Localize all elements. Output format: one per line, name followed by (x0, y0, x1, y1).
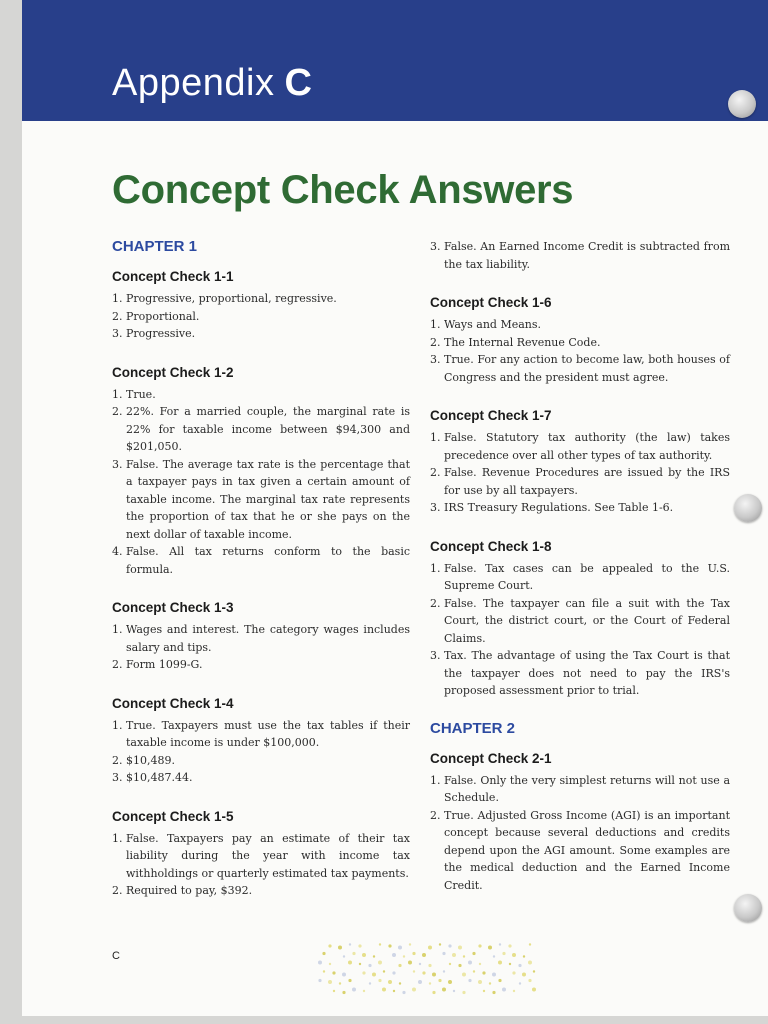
decorative-dot (509, 963, 511, 965)
decorative-dot (383, 970, 385, 972)
concept-check-heading: Concept Check 2-1 (430, 750, 552, 766)
answer-text: Tax. The advantage of using the Tax Court is that the taxpayer does not need to pay the IRS's proposed assessment prior to trial. (444, 649, 730, 697)
answer-number: 1. (112, 292, 123, 305)
answer-text: False. Revenue Procedures are issued by the IRS for use by all taxpayers. (444, 466, 730, 497)
decorative-dot (468, 979, 471, 982)
decorative-dot (429, 982, 431, 984)
binder-hole-middle (734, 494, 762, 522)
decorative-dot (432, 973, 436, 977)
decorative-dot (439, 943, 441, 945)
answer-text: $10,489. (126, 753, 175, 767)
answer-item (430, 560, 730, 595)
answer-number: 2. (112, 309, 123, 323)
answer-number: 2. (112, 884, 123, 897)
decorative-dot (498, 979, 501, 982)
decorative-dot (462, 991, 465, 994)
answer-list (112, 290, 410, 343)
answer-list (112, 386, 410, 579)
decorative-dot (408, 961, 412, 965)
decorative-dot (452, 953, 456, 957)
decorative-dot (529, 943, 531, 945)
answer-item (430, 351, 730, 386)
decorative-dot (373, 955, 375, 957)
decorative-dot (339, 982, 341, 984)
chapter-heading: CHAPTER 1 (112, 238, 198, 255)
decorative-dot (323, 970, 325, 972)
answer-text: False. Only the very simplest returns will not use a Schedule. (444, 773, 730, 804)
concept-check-heading: Concept Check 1-4 (112, 695, 234, 711)
decorative-dot (403, 955, 405, 957)
right-column (430, 238, 730, 894)
answer-number: 4. (112, 545, 123, 558)
answer-number: 1. (112, 387, 123, 401)
decorative-dot (422, 953, 426, 957)
decorative-dot (409, 943, 411, 945)
decorative-dot (442, 988, 446, 992)
decorative-dot (343, 955, 345, 957)
decorative-dot (422, 971, 425, 974)
decorative-dot (333, 990, 335, 992)
answer-text: True. For any action to become law, both houses of Congress and the president must agree. (444, 353, 730, 384)
decorative-dot (378, 979, 381, 982)
answer-list (430, 316, 730, 386)
decorative-dot (512, 971, 515, 974)
decorative-dot (418, 980, 422, 984)
answer-number: 1. (430, 431, 441, 444)
decorative-dot (382, 988, 386, 992)
answer-number: 3. (430, 649, 441, 662)
answer-text: $10,487.44. (126, 771, 193, 784)
decorative-dot (519, 982, 521, 984)
answer-list (112, 621, 410, 674)
answer-text: Progressive. (126, 327, 196, 340)
decorative-dot (532, 988, 536, 992)
decorative-dot (363, 990, 365, 992)
answer-number: 1. (430, 318, 441, 331)
binder-hole-top (728, 90, 756, 118)
answer-item (112, 882, 410, 900)
answer-text: Proportional. (126, 309, 200, 323)
decorative-dot (428, 964, 431, 967)
decorative-dot (499, 943, 501, 945)
answer-number: 3. (112, 457, 123, 471)
answer-item (112, 752, 410, 770)
concept-check-heading: Concept Check 1-3 (112, 600, 234, 615)
decorative-dot (322, 952, 325, 955)
decorative-dot (478, 944, 481, 947)
answer-list (430, 772, 730, 895)
answer-number: 1. (112, 718, 123, 732)
answer-text: False. An Earned Income Credit is subtracted from the tax liability. (444, 240, 730, 271)
decorative-dot (369, 982, 371, 984)
decorative-dot (493, 955, 495, 957)
decorative-dot (489, 982, 491, 984)
decorative-dot (349, 943, 351, 945)
answer-list (430, 238, 730, 273)
decorative-dot (372, 973, 376, 977)
answer-number: 3. (430, 353, 441, 366)
decorative-dot (502, 988, 506, 992)
answer-text: Progressive, proportional, regressive. (126, 292, 337, 305)
appendix-prefix: Appendix (112, 62, 275, 104)
decorative-dot (358, 944, 361, 947)
decorative-dot (438, 979, 441, 982)
concept-check-heading: Concept Check 1-2 (112, 364, 234, 380)
decorative-dot (419, 963, 421, 965)
decorative-dot (332, 971, 335, 974)
answer-number: 1. (112, 831, 123, 845)
decorative-dot (348, 961, 352, 965)
decorative-dot (528, 961, 532, 965)
decorative-dot (512, 953, 516, 957)
answer-text: Ways and Means. (444, 318, 542, 331)
answer-list (430, 560, 730, 700)
answer-text: False. Tax cases can be appealed to the U.S. Supreme Court. (444, 561, 730, 592)
decorative-dot (533, 970, 535, 972)
decorative-dot (398, 964, 401, 967)
decorative-dot (462, 973, 466, 977)
decorative-dot (458, 946, 462, 950)
decorative-dot (492, 973, 496, 977)
answer-list (112, 830, 410, 900)
answer-number: 1. (112, 623, 123, 636)
answer-text: False. All tax returns conform to the basic formula. (126, 545, 410, 576)
answer-item (112, 403, 410, 456)
concept-check-heading: Concept Check 1-6 (430, 295, 552, 310)
decorative-dot (528, 979, 531, 982)
answer-item (112, 386, 410, 404)
answer-list (430, 429, 730, 517)
answer-item (430, 464, 730, 499)
decorative-dot (483, 990, 485, 992)
answer-item (430, 334, 730, 352)
answer-number: 2. (112, 405, 123, 418)
answer-text: Required to pay, $392. (126, 884, 253, 897)
decorative-dot (463, 955, 465, 957)
decorative-dot (392, 953, 396, 957)
answer-text: Wages and interest. The category wages includes salary and tips. (126, 623, 410, 654)
decorative-dot-pattern (312, 940, 542, 1000)
decorative-dot (443, 970, 445, 972)
decorative-dot (338, 946, 342, 950)
decorative-dot (432, 991, 435, 994)
answer-item (112, 325, 410, 343)
decorative-dot (518, 964, 521, 967)
answer-text: IRS Treasury Regulations. See Table 1-6. (444, 501, 674, 514)
decorative-dot (352, 988, 356, 992)
decorative-dot (482, 971, 485, 974)
answer-text: True. Taxpayers must use the tax tables if their taxable income is under $100,000. (126, 718, 410, 749)
answer-item (112, 290, 410, 308)
appendix-letter: C (284, 62, 312, 104)
decorative-dot (478, 980, 482, 984)
answer-item (112, 830, 410, 883)
answer-text: True. Adjusted Gross Income (AGI) is an important concept because several deductions and credits depend upon the AGI amount. Some examples are the medical deduction and the Earned Income Credit. (444, 808, 730, 892)
decorative-dot (498, 961, 502, 965)
decorative-dot (342, 991, 345, 994)
answer-number: 1. (430, 773, 441, 787)
answer-number: 3. (112, 771, 123, 784)
answer-number: 3. (112, 327, 123, 340)
decorative-dot (399, 982, 401, 984)
decorative-dot (329, 963, 331, 965)
decorative-dot (508, 944, 511, 947)
answer-item (430, 316, 730, 334)
decorative-dot (428, 946, 432, 950)
decorative-dot (413, 970, 415, 972)
answer-item (430, 238, 730, 273)
decorative-dot (362, 971, 365, 974)
page-footer-letter: C (112, 950, 120, 962)
decorative-dot (502, 952, 505, 955)
concept-check-heading: Concept Check 1-8 (430, 538, 552, 554)
decorative-dot (393, 990, 395, 992)
decorative-dot (398, 946, 402, 950)
decorative-dot (378, 961, 382, 965)
decorative-dot (488, 946, 492, 950)
decorative-dot (388, 944, 391, 947)
answer-number: 1. (430, 561, 441, 575)
page-title: Concept Check Answers (112, 168, 574, 212)
decorative-dot (352, 952, 355, 955)
decorative-dot (379, 943, 381, 945)
answer-item (430, 595, 730, 648)
answer-item (112, 656, 410, 674)
decorative-dot (348, 979, 351, 982)
document-page (22, 0, 768, 1016)
decorative-dot (453, 990, 455, 992)
decorative-dot (362, 953, 366, 957)
answer-item (112, 308, 410, 326)
answer-item (430, 772, 730, 807)
decorative-dot (402, 991, 405, 994)
decorative-dot (472, 952, 475, 955)
answer-item (112, 717, 410, 752)
decorative-dot (318, 979, 321, 982)
answer-number: 2. (112, 753, 123, 767)
concept-check-heading: Concept Check 1-5 (112, 808, 234, 824)
answer-list (112, 717, 410, 787)
answer-number: 2. (430, 466, 441, 479)
decorative-dot (318, 961, 322, 965)
decorative-dot (328, 944, 331, 947)
answer-item (112, 543, 410, 578)
answer-number: 2. (430, 335, 441, 349)
decorative-dot (458, 964, 461, 967)
decorative-dot (328, 980, 332, 984)
answer-text: The Internal Revenue Code. (444, 335, 601, 349)
decorative-dot (368, 964, 371, 967)
decorative-dot (412, 988, 416, 992)
decorative-dot (523, 955, 525, 957)
answer-text: False. The average tax rate is the percentage that a taxpayer pays in tax given a certain amount of taxable income. The marginal tax rate represents the proportion of tax that he or she pays on the next dollar of taxable income. (126, 457, 410, 541)
decorative-dot (388, 980, 392, 984)
answer-item (430, 647, 730, 700)
answer-text: False. Statutory tax authority (the law) takes precedence over all other types of tax authority. (444, 431, 730, 462)
chapter-heading: CHAPTER 2 (430, 719, 516, 737)
decorative-dot (522, 973, 526, 977)
appendix-banner (22, 0, 768, 121)
decorative-dot (468, 961, 472, 965)
answer-text: Form 1099-G. (126, 658, 203, 671)
decorative-dot (449, 963, 451, 965)
binder-hole-bottom (734, 894, 762, 922)
decorative-dot (448, 944, 451, 947)
answer-item (430, 499, 730, 517)
concept-check-heading: Concept Check 1-7 (430, 408, 552, 423)
appendix-heading (112, 62, 312, 105)
decorative-dot (412, 952, 415, 955)
decorative-dot (473, 970, 475, 972)
decorative-dot (492, 991, 495, 994)
answer-item (112, 456, 410, 544)
answer-text: True. (126, 387, 156, 401)
decorative-dot (442, 952, 445, 955)
concept-check-heading: Concept Check 1-1 (112, 269, 234, 284)
answer-number: 3. (430, 501, 441, 514)
answer-number: 2. (430, 596, 441, 610)
decorative-dot (359, 963, 361, 965)
left-column (112, 238, 410, 900)
answer-item (112, 769, 410, 787)
decorative-dot (513, 990, 515, 992)
answer-item (112, 621, 410, 656)
decorative-dot (392, 971, 395, 974)
answer-number: 3. (430, 240, 441, 253)
decorative-dot (448, 980, 452, 984)
answer-number: 2. (430, 808, 441, 822)
answer-item (430, 807, 730, 895)
answer-item (430, 429, 730, 464)
answer-text: 22%. For a married couple, the marginal rate is 22% for taxable income between $94,300 and $201,050. (126, 405, 410, 453)
answer-text: False. The taxpayer can file a suit with the Tax Court, the district court, or the Court of Federal Claims. (444, 596, 730, 645)
decorative-dot (342, 973, 346, 977)
decorative-dot (479, 963, 481, 965)
answer-text: False. Taxpayers pay an estimate of their tax liability during the year with income tax withholdings or quarterly estimated tax payments. (126, 831, 410, 880)
answer-number: 2. (112, 658, 123, 671)
